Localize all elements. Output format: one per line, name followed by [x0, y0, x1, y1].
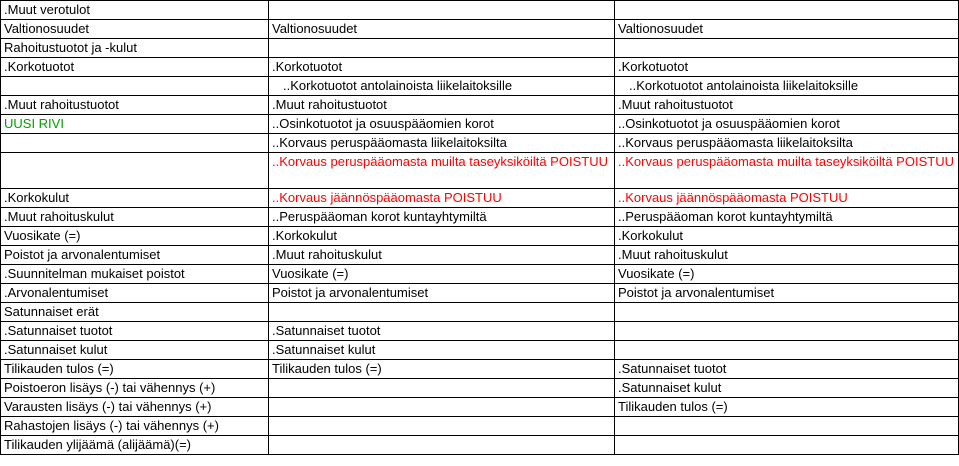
table-row [1, 115, 959, 134]
removed-item: ..Korvaus peruspääomasta muilta taseyksiköiltä POISTUU [615, 153, 959, 189]
table-row [1, 189, 959, 208]
table-cell: .Korkokulut [615, 227, 959, 246]
removed-item: ..Korvaus jäännöspääomasta POISTUU [615, 189, 959, 208]
table-row [1, 39, 959, 58]
table-row [1, 246, 959, 265]
table-cell: .Arvonalentumiset [1, 284, 269, 303]
table-cell [1, 153, 269, 189]
table-cell: Vuosikate (=) [269, 265, 615, 284]
table-cell [269, 1, 615, 20]
table-cell: Vuosikate (=) [1, 227, 269, 246]
table-cell: ..Korkotuotot antolainoista liikelaitoksille [269, 77, 615, 96]
table-cell [615, 417, 959, 436]
table-cell: Poistot ja arvonalentumiset [615, 284, 959, 303]
table-cell: .Satunnaiset kulut [1, 341, 269, 360]
table-cell: ..Osinkotuotot ja osuuspääomien korot [269, 115, 615, 134]
table-row [1, 20, 959, 39]
table-row [1, 77, 959, 96]
table-cell: .Muut rahoituskulut [615, 246, 959, 265]
table-row [1, 360, 959, 379]
table-cell: .Muut rahoitustuotot [269, 96, 615, 115]
table-cell [269, 39, 615, 58]
table-cell: Tilikauden ylijäämä (alijäämä)(=) [1, 436, 269, 455]
table-row [1, 417, 959, 436]
table-cell [269, 398, 615, 417]
table-cell [615, 303, 959, 322]
table-cell: .Muut rahoitustuotot [1, 96, 269, 115]
table-cell: Rahoitustuotot ja -kulut [1, 39, 269, 58]
table-row [1, 1, 959, 20]
table-cell: .Satunnaiset tuotot [1, 322, 269, 341]
table-cell: Poistot ja arvonalentumiset [1, 246, 269, 265]
table-row [1, 227, 959, 246]
table-row [1, 96, 959, 115]
table-cell: Valtionosuudet [1, 20, 269, 39]
table-cell: .Muut rahoitustuotot [615, 96, 959, 115]
table-cell: ..Peruspääoman korot kuntayhtymiltä [269, 208, 615, 227]
table-cell: Valtionosuudet [615, 20, 959, 39]
table-row [1, 398, 959, 417]
table-row [1, 379, 959, 398]
table-cell: .Satunnaiset kulut [269, 341, 615, 360]
table-cell: .Korkotuotot [1, 58, 269, 77]
table-cell [615, 39, 959, 58]
table-cell [615, 1, 959, 20]
table-cell: .Satunnaiset tuotot [615, 360, 959, 379]
table-row [1, 322, 959, 341]
table-cell: .Muut verotulot [1, 1, 269, 20]
table-cell: Valtionosuudet [269, 20, 615, 39]
table-cell: Poistoeron lisäys (-) tai vähennys (+) [1, 379, 269, 398]
table-cell [1, 134, 269, 153]
table-cell: Vuosikate (=) [615, 265, 959, 284]
table-cell: .Muut rahoituskulut [1, 208, 269, 227]
table-cell: Tilikauden tulos (=) [1, 360, 269, 379]
table-row [1, 341, 959, 360]
table-cell: Varausten lisäys (-) tai vähennys (+) [1, 398, 269, 417]
table-row [1, 134, 959, 153]
table-row [1, 284, 959, 303]
table-row [1, 58, 959, 77]
table-cell [269, 303, 615, 322]
table-cell: .Satunnaiset kulut [615, 379, 959, 398]
table-row [1, 436, 959, 455]
table-cell [615, 322, 959, 341]
table-row [1, 208, 959, 227]
table-cell: .Suunnitelman mukaiset poistot [1, 265, 269, 284]
table-cell: .Korkotuotot [269, 58, 615, 77]
table-cell [269, 417, 615, 436]
table-cell: ..Korkotuotot antolainoista liikelaitoksille [615, 77, 959, 96]
table-cell: ..Osinkotuotot ja osuuspääomien korot [615, 115, 959, 134]
table-cell [269, 436, 615, 455]
removed-item: ..Korvaus peruspääomasta muilta taseyksiköiltä POISTUU [269, 153, 615, 189]
table-row [1, 303, 959, 322]
table-cell [615, 436, 959, 455]
table-cell: Rahastojen lisäys (-) tai vähennys (+) [1, 417, 269, 436]
table-cell: .Korkokulut [269, 227, 615, 246]
table-row [1, 265, 959, 284]
table-cell: .Korkokulut [1, 189, 269, 208]
table-cell: ..Korvaus peruspääomasta liikelaitoksilta [615, 134, 959, 153]
removed-item: ..Korvaus jäännöspääomasta POISTUU [269, 189, 615, 208]
table-cell: .Korkotuotot [615, 58, 959, 77]
table-cell [615, 341, 959, 360]
table-cell: Satunnaiset erät [1, 303, 269, 322]
table-cell: Tilikauden tulos (=) [615, 398, 959, 417]
table-cell: Tilikauden tulos (=) [269, 360, 615, 379]
table-cell [269, 379, 615, 398]
table-cell: Poistot ja arvonalentumiset [269, 284, 615, 303]
table-cell: ..Korvaus peruspääomasta liikelaitoksilta [269, 134, 615, 153]
new-row-label: UUSI RIVI [1, 115, 269, 134]
table-cell: .Satunnaiset tuotot [269, 322, 615, 341]
table-cell [1, 77, 269, 96]
table-row [1, 153, 959, 189]
table-cell: ..Peruspääoman korot kuntayhtymiltä [615, 208, 959, 227]
table-cell: .Muut rahoituskulut [269, 246, 615, 265]
